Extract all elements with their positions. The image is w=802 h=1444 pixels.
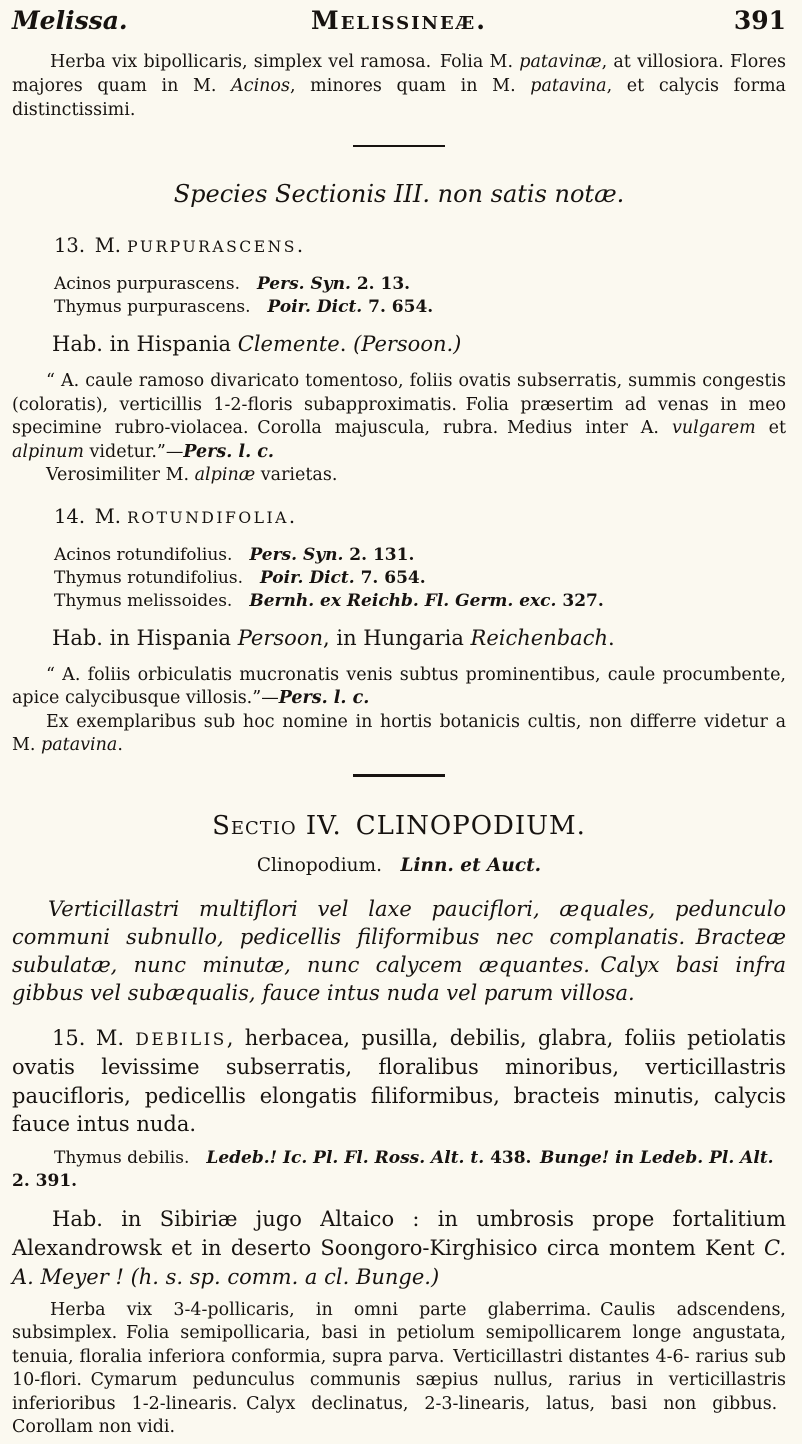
synonym-line: Thymus rotundifolius. Poir. Dict. 7. 654. (54, 567, 426, 588)
synonym-line: Thymus debilis. Ledeb.! Ic. Pl. Fl. Ross. Alt. t. 438. Bunge! in Ledeb. Pl. Alt. 2. 391. (12, 1147, 774, 1191)
section-divider (353, 145, 445, 147)
running-header-genus: Melissa. (12, 6, 128, 35)
species-13-note: Verosimiliter M. alpinæ varietas. (46, 465, 338, 485)
species-14-heading: 14. M. ROTUNDIFOLIA. (54, 504, 296, 528)
species-14-synonym-list (12, 544, 786, 613)
species-14-description-quote: “ A. foliis orbiculatis mucronatis venis subtus prominentibus, caule procumbente, apice calycibusque villosis.”—Pers. l. c. (12, 664, 786, 708)
intro-paragraph: Herba vix bipollicaris, simplex vel ramosa. Folia M. patavinæ, at villosiora. Flores majores quam in M. Acinos, minores quam in M. patavina, et calycis forma distinctissimi. (12, 52, 786, 120)
synonym-line: Acinos rotundifolius. Pers. Syn. 2. 131. (54, 544, 415, 565)
species-13-description-quote: “ A. caule ramoso divaricato tomentoso, foliis ovatis subserratis, summis congestis (coloratis), verticillis 1-2-floris subapproximatis. Folia præsertim ad venas in meo specimine rubro-violacea. Corolla majuscula, rubra. Medius inter A. vulgarem et alpinum videtur.”—Pers. l. c. (12, 371, 787, 462)
section-divider (353, 774, 445, 777)
species-15-observation: Herba vix 3-4-pollicaris, in omni parte glaberrima. Caulis adscendens, subsimplex. Folia semipollicaria, basi in petiolum semipollicarem longe angustata, tenuia, floralia inferiora conformia, supra parva. Verticillastri distantes 4-6- rarius sub 10-flori. Cymarum pedunculus communis sæpius nullus, rarius in verticillastris inferioribus 1-2-linearis. Calyx declinatus, 2-3-linearis, latus, basi non gibbus. Corollam non vidi. (12, 1299, 786, 1437)
genus-citation: Clinopodium. Linn. et Auct. (256, 854, 542, 876)
species-13-synonym-list (12, 273, 786, 319)
species-15-diagnosis: 15. M. DEBILIS, herbacea, pusilla, debilis, glabra, foliis petiolatis ovatis levissime subserratis, floralibus minoribus, verticillastris paucifloris, pedicellis elongatis filiformibus, bracteis minutis, calycis fauce intus nuda. (12, 1025, 787, 1136)
synonym-line: Thymus purpurascens. Poir. Dict. 7. 654. (54, 297, 434, 317)
species-13-habitat: Hab. in Hispania Clemente. (Persoon.) (52, 332, 462, 356)
species-13-heading: 13. M. PURPURASCENS. (54, 234, 304, 257)
species-14-habitat: Hab. in Hispania Persoon, in Hungaria Reichenbach. (52, 625, 615, 650)
species-15-habitat: Hab. in Sibiriæ jugo Altaico : in umbrosis prope fortalitium Alexandrowsk et in deserto Soongoro-Kirghisico circa montem Kent C. A. Meyer ! (h. s. sp. comm. a cl. Bunge.) (12, 1206, 786, 1289)
sectio-4-heading: Sectio IV. CLINOPODIUM. (212, 810, 586, 841)
synonym-line: Thymus melissoides. Bernh. ex Reichb. Fl. Germ. exc. 327. (54, 590, 604, 611)
page-number: 391 (733, 6, 787, 35)
species-section-heading: Species Sectionis III. non satis notæ. (173, 180, 625, 208)
synonym-line: Acinos purpurascens. Pers. Syn. 2. 13. (54, 274, 411, 294)
running-header (12, 6, 786, 35)
species-14-note: Ex exemplaribus sub hoc nomine in hortis botanicis cultis, non differre videtur a M. patavina. (12, 711, 786, 755)
running-header-family: Melissineæ. (311, 6, 487, 35)
section-4-description: Verticillastri multiflori vel laxe pauciflori, æquales, pedunculo communi subnullo, pedicellis filiformibus nec complanatis. Bracteæ subulatæ, nunc minutæ, nunc calycem æquantes. Calyx basi infra gibbus vel subæqualis, fauce intus nuda vel parum villosa. (12, 896, 786, 1005)
